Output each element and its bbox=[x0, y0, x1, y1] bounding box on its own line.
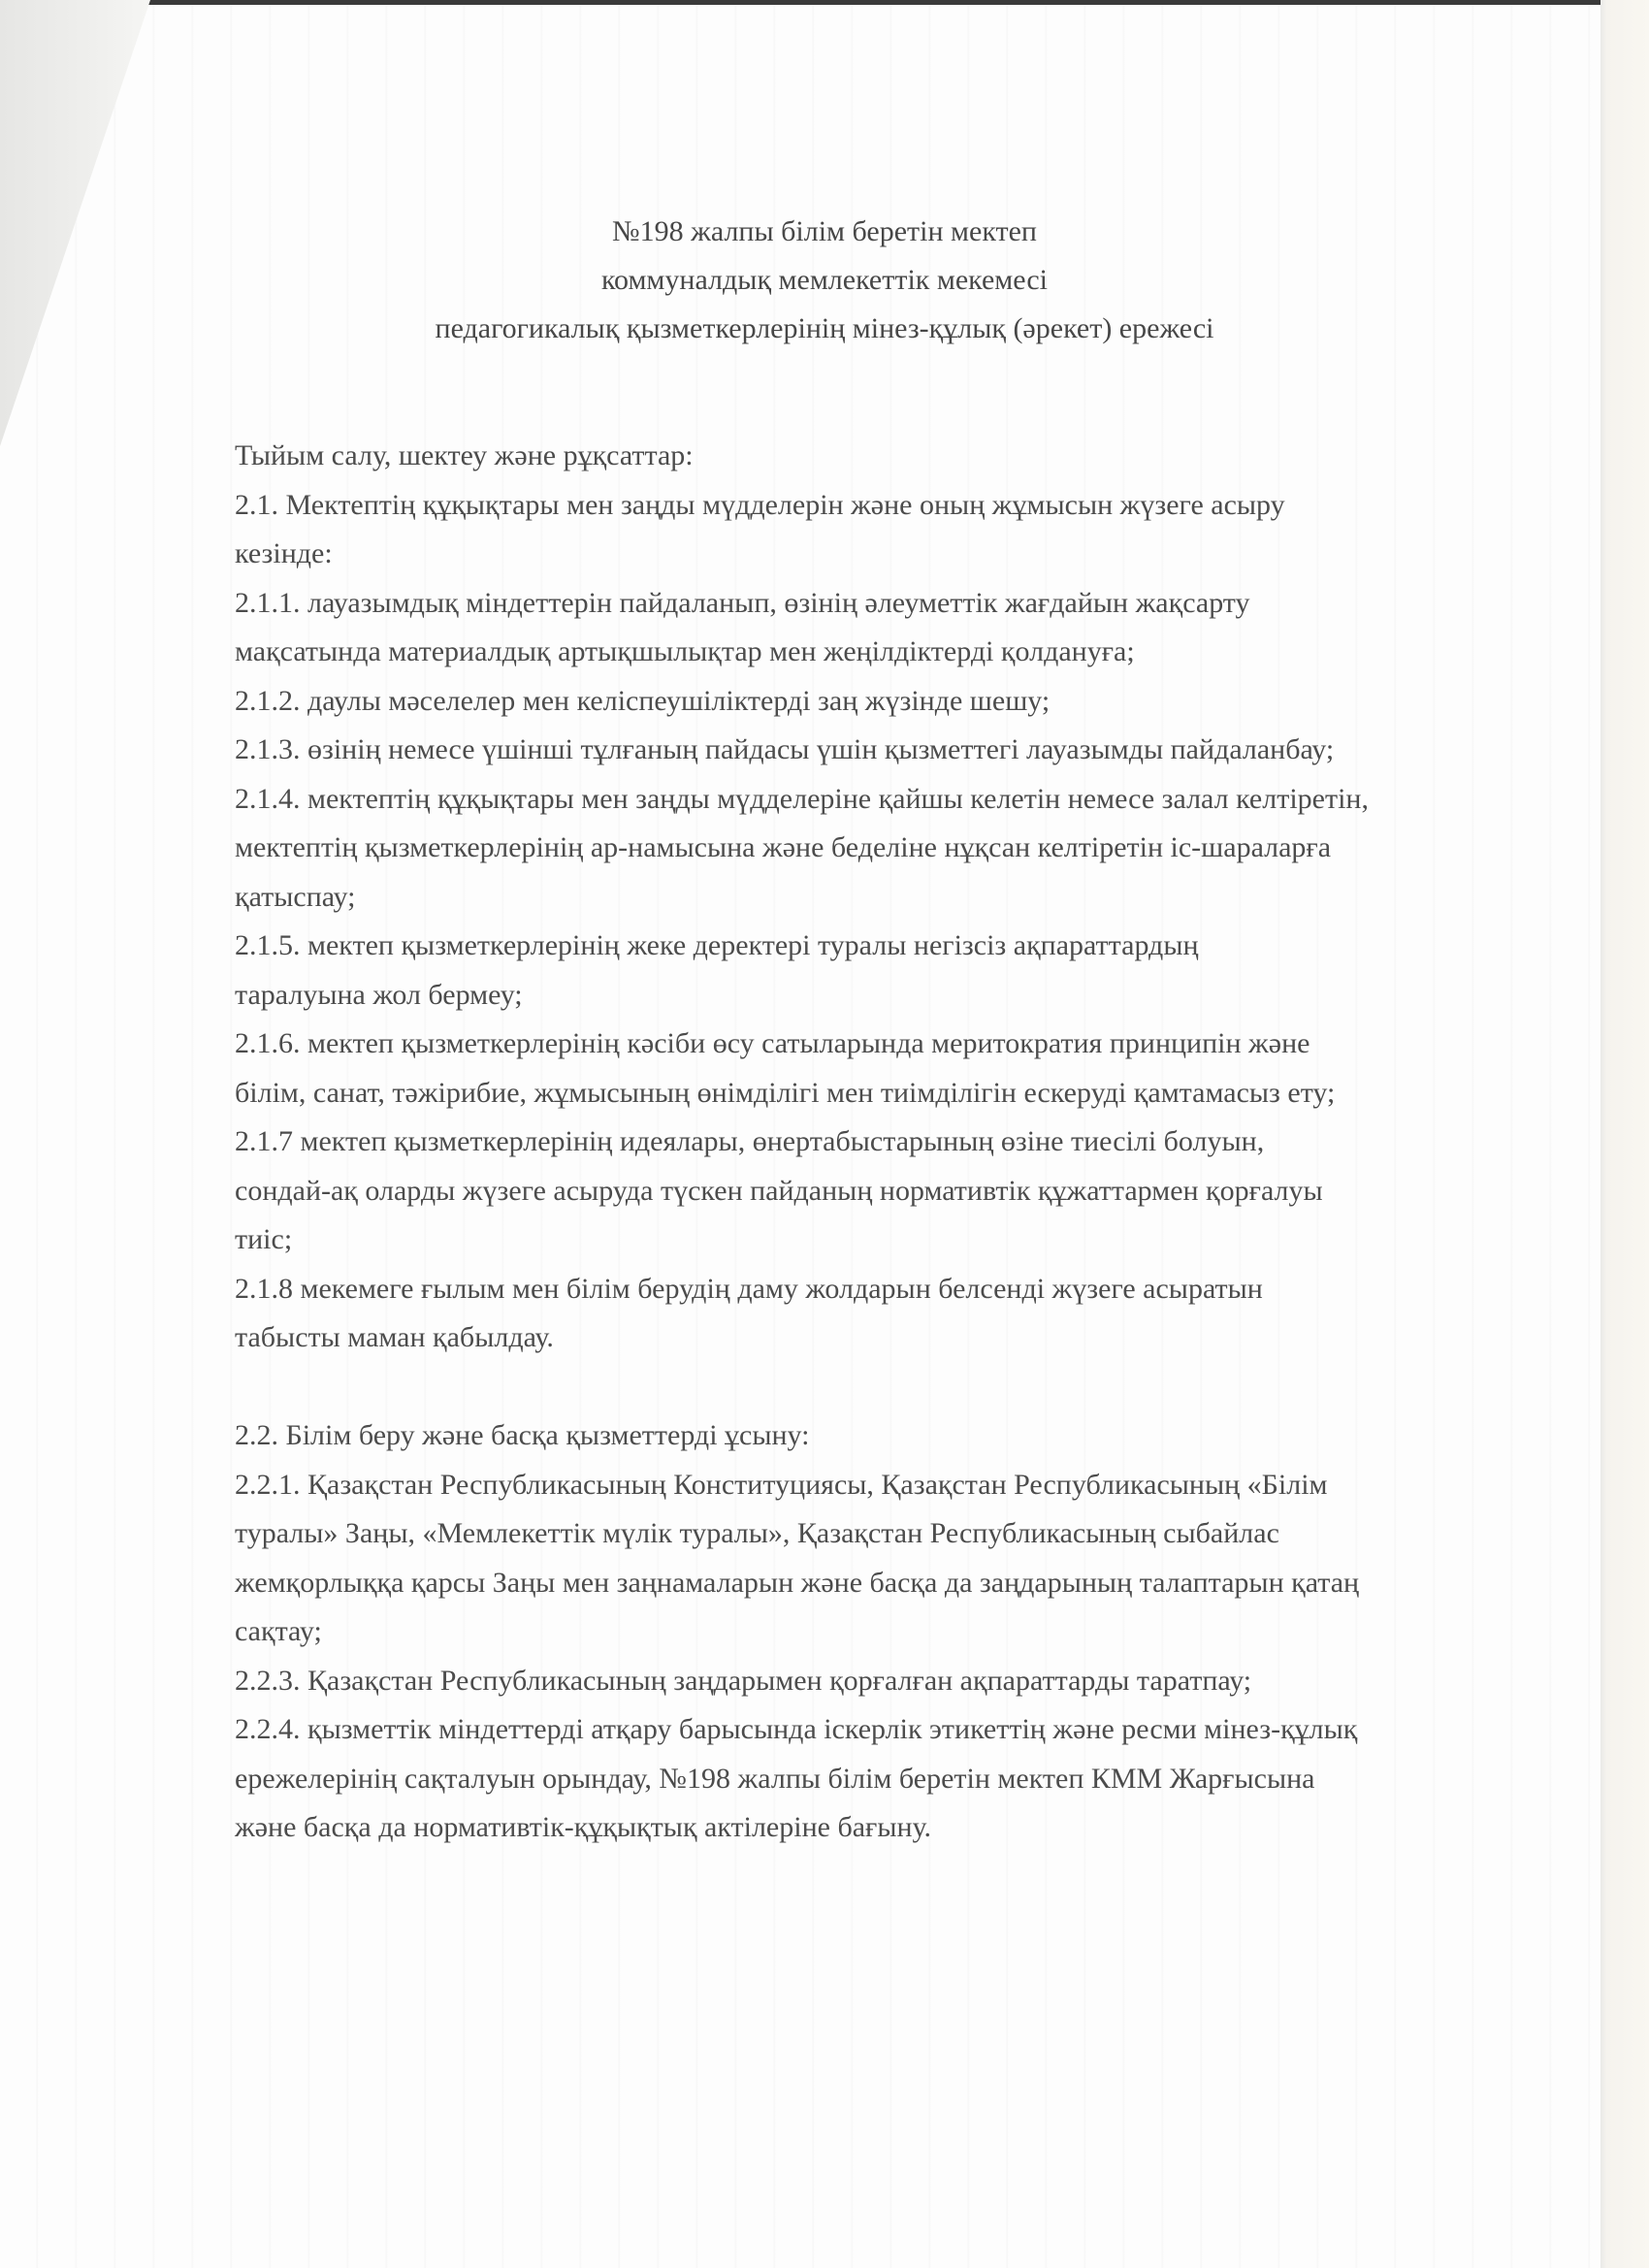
paragraph-line: жемқорлыққа қарсы Заңы мен заңнамаларын және басқа да заңдарының талаптарын қатаң bbox=[235, 1566, 1360, 1599]
paragraph-line: мектептің қызметкерлерінің ар-намысына және беделіне нұқсан келтіретін іс-шараларға bbox=[235, 831, 1332, 863]
paragraph-line: 2.1.6. мектеп қызметкерлерінің кәсіби өсу сатыларында меритократия принципін және bbox=[235, 1027, 1310, 1059]
paragraph-line: білім, санат, тәжірибие, жұмысының өнімділігі мен тиімділігін ескеруді қамтамасыз ету; bbox=[235, 1076, 1336, 1109]
paragraph-line: мақсатында материалдық артықшылықтар мен жеңілдіктерді қолдануға; bbox=[235, 635, 1135, 667]
paragraph-line: туралы» Заңы, «Мемлекеттік мүлік туралы», Қазақстан Республикасының сыбайлас bbox=[235, 1517, 1279, 1549]
paragraph-line: ережелерінің сақталуын орындау, №198 жалпы білім беретін мектеп КММ Жарғысына bbox=[235, 1762, 1315, 1795]
paragraph-line: 2.1.2. даулы мәселелер мен келіспеушіліктерді заң жүзінде шешу; bbox=[235, 684, 1051, 717]
paragraph-line: таралуына жол бермеу; bbox=[235, 978, 523, 1011]
document-body bbox=[235, 432, 1525, 1853]
paragraph-line: 2.1. Мектептің құқықтары мен заңды мүдделерін және оның жұмысын жүзеге асыру bbox=[235, 488, 1285, 521]
paragraph-line: 2.1.4. мектептің құқықтары мен заңды мүдделеріне қайшы келетін немесе залал келтіретін, bbox=[235, 782, 1369, 815]
title-line-3: педагогикалық қызметкерлерінің мінез-құлық (әрекет) ережесі bbox=[435, 312, 1214, 344]
section-2-1 bbox=[235, 481, 1525, 1363]
paragraph-line: 2.1.1. лауазымдық міндеттерін пайдаланып, өзінің әлеуметтік жағдайын жақсарту bbox=[235, 586, 1250, 619]
paragraph-line: сондай-ақ оларды жүзеге асыруда түскен пайданың нормативтік құжаттармен қорғалуы bbox=[235, 1174, 1323, 1207]
paragraph-line: 2.2.3. Қазақстан Республикасының заңдарымен қорғалған ақпараттарды таратпау; bbox=[235, 1664, 1252, 1697]
document-title bbox=[0, 208, 1649, 353]
paragraph-line: 2.1.7 мектеп қызметкерлерінің идеялары, өнертабыстарының өзіне тиесілі болуын, bbox=[235, 1125, 1265, 1157]
paragraph-line: тиіс; bbox=[235, 1223, 293, 1255]
section-heading: Тыйым салу, шектеу және рұқсаттар: bbox=[235, 439, 694, 471]
section-spacer bbox=[235, 1363, 1525, 1412]
scan-top-edge bbox=[146, 0, 1600, 5]
paragraph-line: 2.2. Білім беру және басқа қызметтерді ұсыну: bbox=[235, 1419, 810, 1451]
paragraph-line: 2.1.3. өзінің немесе үшінші тұлғаның пайдасы үшін қызметтегі лауазымды пайдаланбау; bbox=[235, 733, 1335, 765]
paragraph-line: 2.2.1. Қазақстан Республикасының Конституциясы, Қазақстан Республикасының «Білім bbox=[235, 1468, 1328, 1501]
section-2-2 bbox=[235, 1411, 1525, 1853]
title-line-2: коммуналдық мемлекеттік мекемесі bbox=[600, 264, 1049, 296]
paragraph-line: сақтау; bbox=[235, 1615, 322, 1647]
title-line-1: №198 жалпы білім беретін мектеп bbox=[612, 215, 1037, 247]
paragraph-line: табысты маман қабылдау. bbox=[235, 1321, 554, 1353]
paragraph-line: қатыспау; bbox=[235, 880, 356, 913]
paragraph-line: 2.1.8 мекемеге ғылым мен білім берудің даму жолдарын белсенді жүзеге асыратын bbox=[235, 1272, 1263, 1305]
paragraph-line: кезінде: bbox=[235, 537, 333, 569]
paragraph-line: 2.1.5. мектеп қызметкерлерінің жеке деректері туралы негізсіз ақпараттардың bbox=[235, 929, 1199, 961]
paragraph-line: және басқа да нормативтік-құқықтық актілеріне бағыну. bbox=[235, 1811, 932, 1843]
paragraph-line: 2.2.4. қызметтік міндеттерді атқару барысында іскерлік этикеттің және ресми мінез-құлық bbox=[235, 1713, 1358, 1745]
